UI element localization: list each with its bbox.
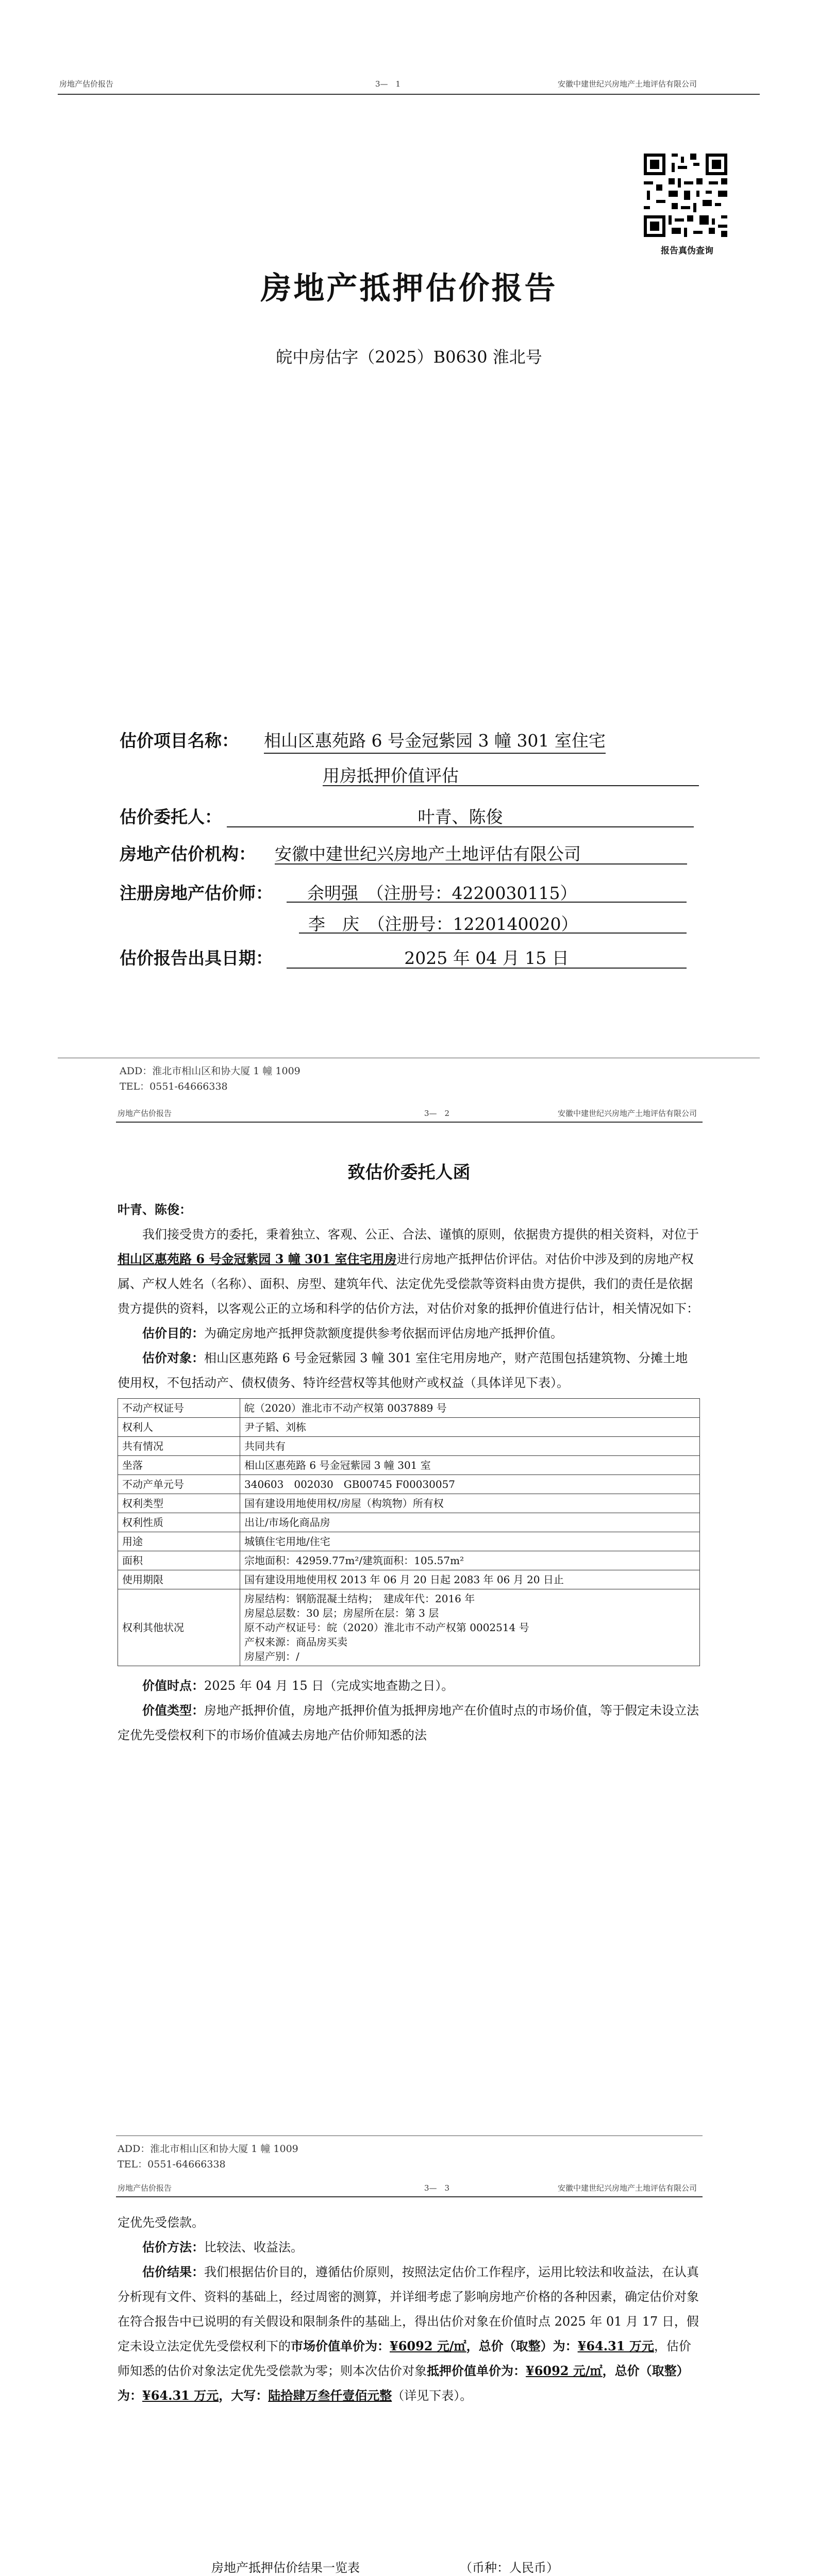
value-type-paragraph: [118, 1698, 700, 1748]
letter-body-continued: [118, 2210, 700, 2408]
org-label: 房地产估价机构：: [120, 844, 256, 864]
appraiser-1: 余明强 （注册号：4220030115）: [287, 880, 687, 903]
property-row: [118, 1532, 700, 1551]
result-text-b: 市场价值单价为：: [291, 2338, 390, 2353]
footer-address: ADD：淮北市相山区和协大厦 1 幢 1009: [120, 1065, 301, 1077]
property-key: 权利性质: [118, 1513, 240, 1532]
property-row: [118, 1494, 700, 1513]
appraiser-label: 注册房地产估价师：: [120, 883, 273, 903]
header-left: 房地产估价报告: [118, 1109, 172, 1118]
property-row: [118, 1513, 700, 1532]
property-key: 用途: [118, 1532, 240, 1551]
property-value-line: 房屋结构：钢筋混凝土结构； 建成年代：2016 年: [244, 1592, 475, 1605]
property-value: 宗地面积：42959.77m²/建筑面积：105.57m²: [240, 1551, 700, 1570]
purpose-text: 为确定房地产抵押贷款额度提供参考依据而评估房地产抵押价值。: [204, 1326, 563, 1341]
header-left: 房地产估价报告: [59, 79, 114, 89]
property-key: 权利类型: [118, 1494, 240, 1513]
footer-tel: TEL：0551-64666338: [118, 2159, 226, 2170]
property-row: [118, 1418, 700, 1437]
result-table-title: 房地产抵押估价结果一览表: [211, 2561, 360, 2575]
project-label: 估价项目名称：: [120, 731, 239, 751]
client-value: 叶青、陈俊: [227, 804, 694, 827]
qr-caption: 报告真伪查询: [661, 246, 713, 256]
intro-text-a: 我们接受贵方的委托，秉着独立、客观、公正、合法、谨慎的原则，依据贵方提供的相关资料，对位于: [142, 1227, 699, 1242]
property-key: 使用期限: [118, 1570, 240, 1589]
property-value-line: 房屋总层数：30 层；房屋所在层：第 3 层: [244, 1607, 439, 1619]
header-right: 安徽中建世纪兴房地产土地评估有限公司: [558, 1109, 697, 1118]
property-row: [118, 1589, 700, 1666]
header-page-number: 3— 1: [375, 79, 401, 89]
object-text: 相山区惠苑路 6 号金冠紫园 3 幢 301 室住宅用房地产，财产范围包括建筑物、分摊土地使用权，不包括动产、债权债务、特许经营权等其他财产或权益（具体详见下表）。: [118, 1351, 688, 1390]
property-row: [118, 1570, 700, 1589]
property-value: 尹子韬、刘栋: [240, 1418, 700, 1437]
value-type-continued: 定优先受偿款。: [118, 2215, 204, 2230]
object-label: 估价对象：: [142, 1350, 204, 1365]
property-key: 面积: [118, 1551, 240, 1570]
result-table-currency: （币种：人民币）: [460, 2561, 559, 2575]
property-key: 权利人: [118, 1418, 240, 1437]
property-row: [118, 1399, 700, 1418]
property-row: [118, 1475, 700, 1494]
property-value: [240, 1589, 700, 1666]
value-type-label: 价值类型：: [142, 1703, 204, 1718]
intro-paragraph: [118, 1222, 700, 1321]
intro-property: 相山区惠苑路 6 号金冠紫园 3 幢 301 室住宅用房: [118, 1251, 397, 1266]
header-rule: [116, 1122, 703, 1123]
project-line-1-text: 相山区惠苑路 6 号金冠紫园 3 幢 301 室住宅: [264, 731, 606, 754]
valuation-date-label: 价值时点：: [142, 1678, 204, 1693]
property-key: 共有情况: [118, 1437, 240, 1456]
purpose-paragraph: [118, 1321, 700, 1346]
qr-code[interactable]: [641, 150, 730, 240]
result-text-k: ，大写：: [219, 2388, 269, 2403]
result-text-d: ，总价（取整）为：: [466, 2338, 578, 2353]
property-row: [118, 1437, 700, 1456]
salutation: 叶青、陈俊：: [118, 1202, 192, 1217]
market-total-price: ¥64.31 万元: [577, 2338, 654, 2353]
property-table: [118, 1398, 700, 1666]
property-value: 城镇住宅用地/住宅: [240, 1532, 700, 1551]
header-page-number: 3— 3: [424, 2183, 450, 2193]
valuation-date-paragraph: [118, 1673, 700, 1698]
appraiser-2: 李 庆 （注册号：1220140020）: [299, 911, 687, 934]
property-value: 340603 002030 GB00745 F00030057: [240, 1475, 700, 1494]
org-value: 安徽中建世纪兴房地产土地评估有限公司: [275, 841, 687, 865]
purpose-label: 估价目的：: [142, 1326, 204, 1341]
market-unit-price: ¥6092 元/㎡: [390, 2338, 466, 2353]
property-value: 国有建设用地使用权/房屋（构筑物）所有权: [240, 1494, 700, 1513]
mortgage-total-price: ¥64.31 万元: [142, 2388, 219, 2403]
header-right: 安徽中建世纪兴房地产土地评估有限公司: [558, 79, 697, 89]
property-value: 出让/市场化商品房: [240, 1513, 700, 1532]
header-rule: [58, 94, 760, 95]
method-label: 估价方法：: [142, 2240, 204, 2255]
mortgage-unit-price: ¥6092 元/㎡: [526, 2363, 603, 2378]
property-value: 共同共有: [240, 1437, 700, 1456]
result-text-f: ，估价师知悉的估价对象法定优先受偿款为零；则本次估价对象: [118, 2339, 691, 2378]
property-row: [118, 1551, 700, 1570]
property-key: 坐落: [118, 1456, 240, 1475]
method-text: 比较法、收益法。: [204, 2240, 303, 2255]
report-number: 皖中房估字（2025）B0630 淮北号: [276, 347, 542, 367]
header-rule: [116, 2196, 703, 2197]
property-value: 国有建设用地使用权 2013 年 06 月 20 日起 2083 年 06 月 20 日止: [240, 1570, 700, 1589]
method-paragraph: [118, 2235, 700, 2260]
letter-body: [118, 1197, 700, 1748]
property-value-line: 产权来源：商品房买卖: [244, 1636, 347, 1648]
project-line-1: [264, 727, 656, 752]
result-paragraph: [118, 2260, 700, 2408]
project-line-2: 用房抵押价值评估: [323, 762, 699, 786]
property-key: 不动产权证号: [118, 1399, 240, 1418]
property-value: 皖（2020）淮北市不动产权第 0037889 号: [240, 1399, 700, 1418]
value-type-text: 房地产抵押价值，房地产抵押价值为抵押房地产在价值时点的市场价值，等于假定未设立法定优先受偿权利下的市场价值减去房地产估价师知悉的法: [118, 1703, 699, 1742]
footer-tel: TEL：0551-64666338: [120, 1081, 228, 1092]
report-title: 房地产抵押估价报告: [260, 270, 558, 307]
result-label: 估价结果：: [142, 2264, 204, 2279]
header-right: 安徽中建世纪兴房地产土地评估有限公司: [558, 2183, 697, 2193]
property-value-line: 房屋产别：/: [244, 1650, 299, 1663]
mortgage-total-upper: 陆拾肆万叁仟壹佰元整: [268, 2388, 392, 2403]
letter-title: 致估价委托人函: [347, 1162, 471, 1183]
qr-code-icon: [641, 150, 730, 240]
property-row: [118, 1456, 700, 1475]
result-text-m: （详见下表）。: [392, 2388, 473, 2403]
result-text-i: ，总价（取整）为：: [118, 2363, 689, 2403]
property-value-line: 原不动产权证号：皖（2020）淮北市不动产权第 0002514 号: [244, 1621, 529, 1634]
valuation-date-text: 2025 年 04 月 15 日（完成实地查勘之日）。: [204, 1679, 454, 1693]
footer-address: ADD：淮北市相山区和协大厦 1 幢 1009: [118, 2143, 298, 2155]
issue-date-label: 估价报告出具日期：: [120, 948, 273, 968]
object-paragraph: [118, 1346, 700, 1395]
result-text-g: 抵押价值单价为：: [427, 2363, 526, 2378]
property-key: 不动产单元号: [118, 1475, 240, 1494]
property-value: 相山区惠苑路 6 号金冠紫园 3 幢 301 室: [240, 1456, 700, 1475]
header-page-number: 3— 2: [424, 1109, 450, 1118]
header-left: 房地产估价报告: [118, 2183, 172, 2193]
intro-text-c: 进行房地产抵押估价评估。对估价中涉及到的房地产权属、产权人姓名（名称）、面积、房型、建筑年代、法定优先受偿款等资料由贵方提供，我们的责任是依据贵方提供的资料，以客观公正的立场和科学的估价方法，对估价对象的抵押价值进行估计，相关情况如下：: [118, 1252, 699, 1316]
result-text-a: 我们根据估价目的，遵循估价原则，按照法定估价工作程序，运用比较法和收益法，在认真分析现有文件、资料的基础上，经过周密的测算，并详细考虑了影响房地产价格的各种因素，确定估价对象在符合报告中已说明的有关假设和限制条件的基础上，得出估价对象在价值时点 2025 年 01 月 17 日，假定未设立法定优先受偿权利下的: [118, 2265, 699, 2353]
issue-date-value: 2025 年 04 月 15 日: [287, 945, 687, 969]
property-key: 权利其他状况: [118, 1589, 240, 1666]
client-label: 估价委托人：: [120, 807, 222, 827]
